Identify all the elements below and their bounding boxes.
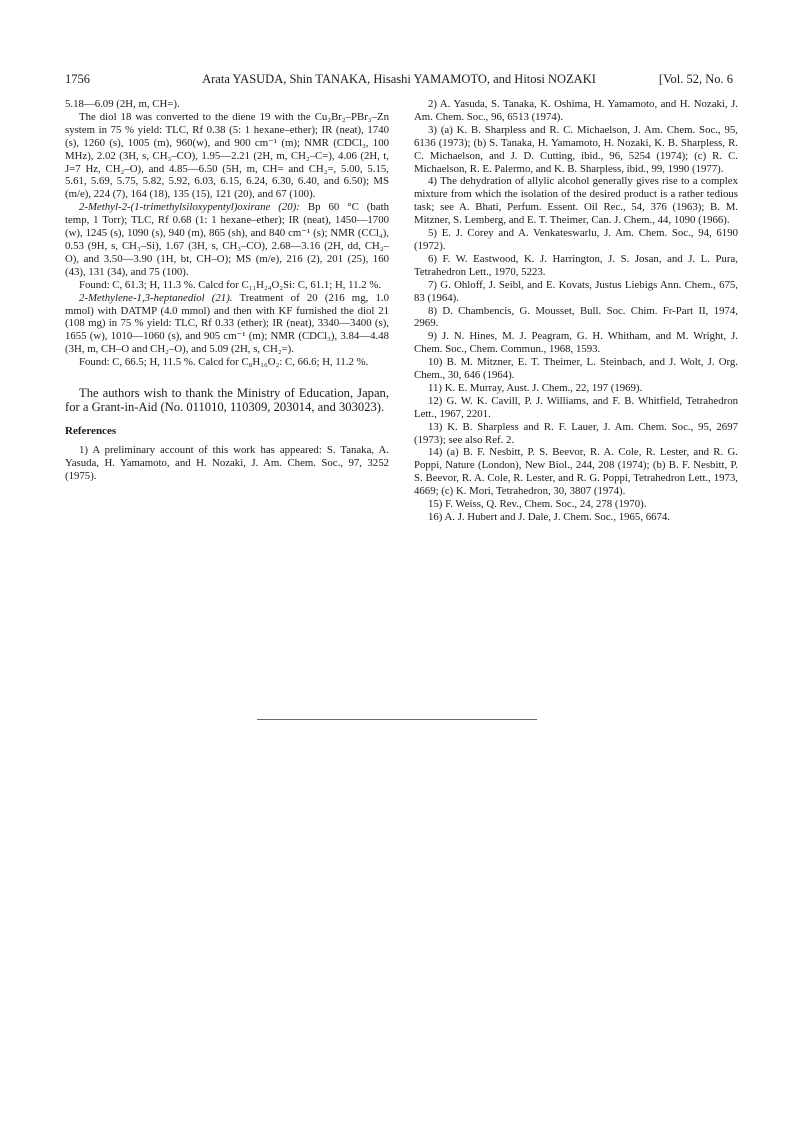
compound-20-title: 2-Methyl-2-(1-trimethylsiloxypentyl)oxirane (20): [79, 201, 300, 214]
end-rule [257, 719, 537, 720]
reference-item: 8) D. Chambencis, G. Mousset, Bull. Soc. Chim. Fr-Part II, 1974, 2969. [414, 304, 738, 330]
references-heading: References [65, 425, 117, 438]
reference-item: 15) F. Weiss, Q. Rev., Chem. Soc., 24, 278 (1970). [428, 498, 647, 511]
compound-21-title: 2-Methylene-1,3-heptanediol (21). [79, 291, 233, 304]
diene-19-paragraph: The diol 18 was converted to the diene 19 with the Cu₂Br₂–PBr₃–Zn system in 75 % yield: TLC, Rf 0.38 (5: 1 hexane–ether); IR (neat), 1740 (s), 1260 (s), 1005 (m), 960(w), and 900 cm⁻¹ (m); NMR (CDCl₃, 100 MHz), 2.02 (3H, s, CH₃–CO), 1.95—2.21 (2H, m, CH₂–C=), 4.06 (2H, t, J=7 Hz, CH₂–O), and 4.85—6.50 (5H, m, CH= and CH₂=, 5.00, 5.15, 5.61, 5.69, 5.75, 5.82, 5.92, 6.03, 6.15, 6.24, 6.30, 6.40, and 6.50); MS (m/e), 224 (7), 164 (18), 135 (15), 121 (20), and 67 (100). [65, 110, 389, 201]
reference-item: 5) E. J. Corey and A. Venkateswarlu, J. Am. Chem. Soc., 94, 6190 (1972). [414, 227, 738, 252]
header-authors: Arata YASUDA, Shin TANAKA, Hisashi YAMAMOTO, and Hitosi NOZAKI [202, 72, 596, 86]
reference-item: 13) K. B. Sharpless and R. F. Lauer, J. Am. Chem. Soc., 95, 2697 (1973); see also Ref. 2. [414, 420, 738, 446]
compound-21-paragraph [65, 292, 389, 357]
running-header [65, 72, 733, 88]
compound-20-analysis: Found: C, 61.3; H, 11.3 %. Calcd for C₁₁H₂₄O₂Si: C, 61.1; H, 11.2 %. [79, 278, 382, 291]
reference-item: 3) (a) K. B. Sharpless and R. C. Michaelson, J. Am. Chem. Soc., 95, 6136 (1973); (b) S. Tanaka, H. Yamamoto, H. Nozaki, K. B. Sharpless, R. C. Michaelson, and J. D. Cutting, ibid., 96, 5254 (1974); (c) R. C. Michaelson, R. E. Palermo, and K. B. Sharpless, ibid., 99, 1990 (1977). [414, 123, 738, 175]
reference-item: 12) G. W. K. Cavill, P. J. Williams, and F. B. Whitfield, Tetrahedron Lett., 1967, 2201. [414, 394, 738, 420]
reference-item: 6) F. W. Eastwood, K. J. Harrington, J. S. Josan, and J. L. Pura, Tetrahedron Lett., 1970, 5223. [414, 252, 738, 278]
reference-item: 1) A preliminary account of this work has appeared: S. Tanaka, A. Yasuda, H. Yamamoto, and H. Nozaki, J. Am. Chem. Soc., 97, 3252 (1975). [65, 444, 389, 482]
reference-item: 16) A. J. Hubert and J. Dale, J. Chem. Soc., 1965, 6674. [428, 511, 671, 523]
page-number: 1756 [65, 72, 90, 86]
reference-item: 9) J. N. Hines, M. J. Peagram, G. H. Whitham, and M. Wright, J. Chem. Soc., Chem. Commun., 1968, 1593. [414, 330, 738, 356]
right-column [414, 98, 738, 524]
compound-20-text: Bp 60 °C (bath temp, 1 Torr); TLC, Rf 0.68 (1: 1 hexane–ether); IR (neat), 1450—1700 (w), 1245 (s), 1090 (s), 940 (m), 865 (sh), and 840 cm⁻¹ (s); NMR (CCl₄), 0.53 (9H, s, CH₃–Si), 1.67 (3H, s, CH₃–CO), 2.68—3.16 (2H, dd, CH₂–O), and 3.50—3.90 (1H, bt, CH–O); MS (m/e), 216 (2), 201 (25), 160 (43), 131 (34), and 75 (100). [65, 201, 389, 278]
reference-item: 4) The dehydration of allylic alcohol generally gives rise to a complex mixture from which the isolation of the desired product is a rather tedious task; see A. Bhati, Perfum. Essent. Oil Rec., 54, 376 (1963); B. M. Mitzner, S. Lemberg, and E. T. Theimer, Can. J. Chem., 44, 1090 (1966). [414, 175, 738, 227]
left-column [65, 98, 389, 483]
compound-21-text: Treatment of 20 (216 mg, 1.0 mmol) with DATMP (4.0 mmol) and then with KF furnished the diol 21 (108 mg) in 75 % yield: TLC, Rf 0.33 (ether); IR (neat), 3340—3400 (s), 1655 (w), 1010—1060 (s), and 905 cm⁻¹ (m); NMR (CDCl₃), 3.84—4.48 (3H, m, CH–O and CH₂–O), and 5.09 (2H, s, CH₂=). [65, 291, 389, 356]
compound-20-paragraph [65, 201, 389, 278]
compound-21-analysis: Found: C, 66.5; H, 11.5 %. Calcd for C₈H₁₆O₂: C, 66.6; H, 11.2 %. [79, 356, 369, 369]
reference-item: 14) (a) B. F. Nesbitt, P. S. Beevor, R. A. Cole, R. Lester, and R. G. Poppi, Nature (London), New Biol., 244, 208 (1974); (b) B. F. Nesbitt, P. S. Beevor, R. A. Cole, R. Lester, and R. G. Poppi, Tetrahedron Lett., 1973, 4669; (c) K. Mori, Tetrahedron, 30, 3807 (1974). [414, 446, 738, 498]
reference-item: 10) B. M. Mitzner, E. T. Theimer, L. Steinbach, and J. Wolt, J. Org. Chem., 30, 646 (1964). [414, 356, 738, 382]
header-volume: [Vol. 52, No. 6 [658, 72, 733, 86]
reference-item: 11) K. E. Murray, Aust. J. Chem., 22, 197 (1969). [428, 381, 643, 394]
continued-paragraph: 5.18—6.09 (2H, m, CH=). [65, 98, 180, 110]
reference-item: 7) G. Ohloff, J. Seibl, and E. Kovats, Justus Liebigs Ann. Chem., 675, 83 (1964). [414, 278, 738, 304]
acknowledgement: The authors wish to thank the Ministry of Education, Japan, for a Grant-in-Aid (No. 011010, 110309, 203014, and 303023). [65, 386, 389, 414]
reference-item: 2) A. Yasuda, S. Tanaka, K. Oshima, H. Yamamoto, and H. Nozaki, J. Am. Chem. Soc., 96, 6513 (1974). [414, 98, 738, 123]
